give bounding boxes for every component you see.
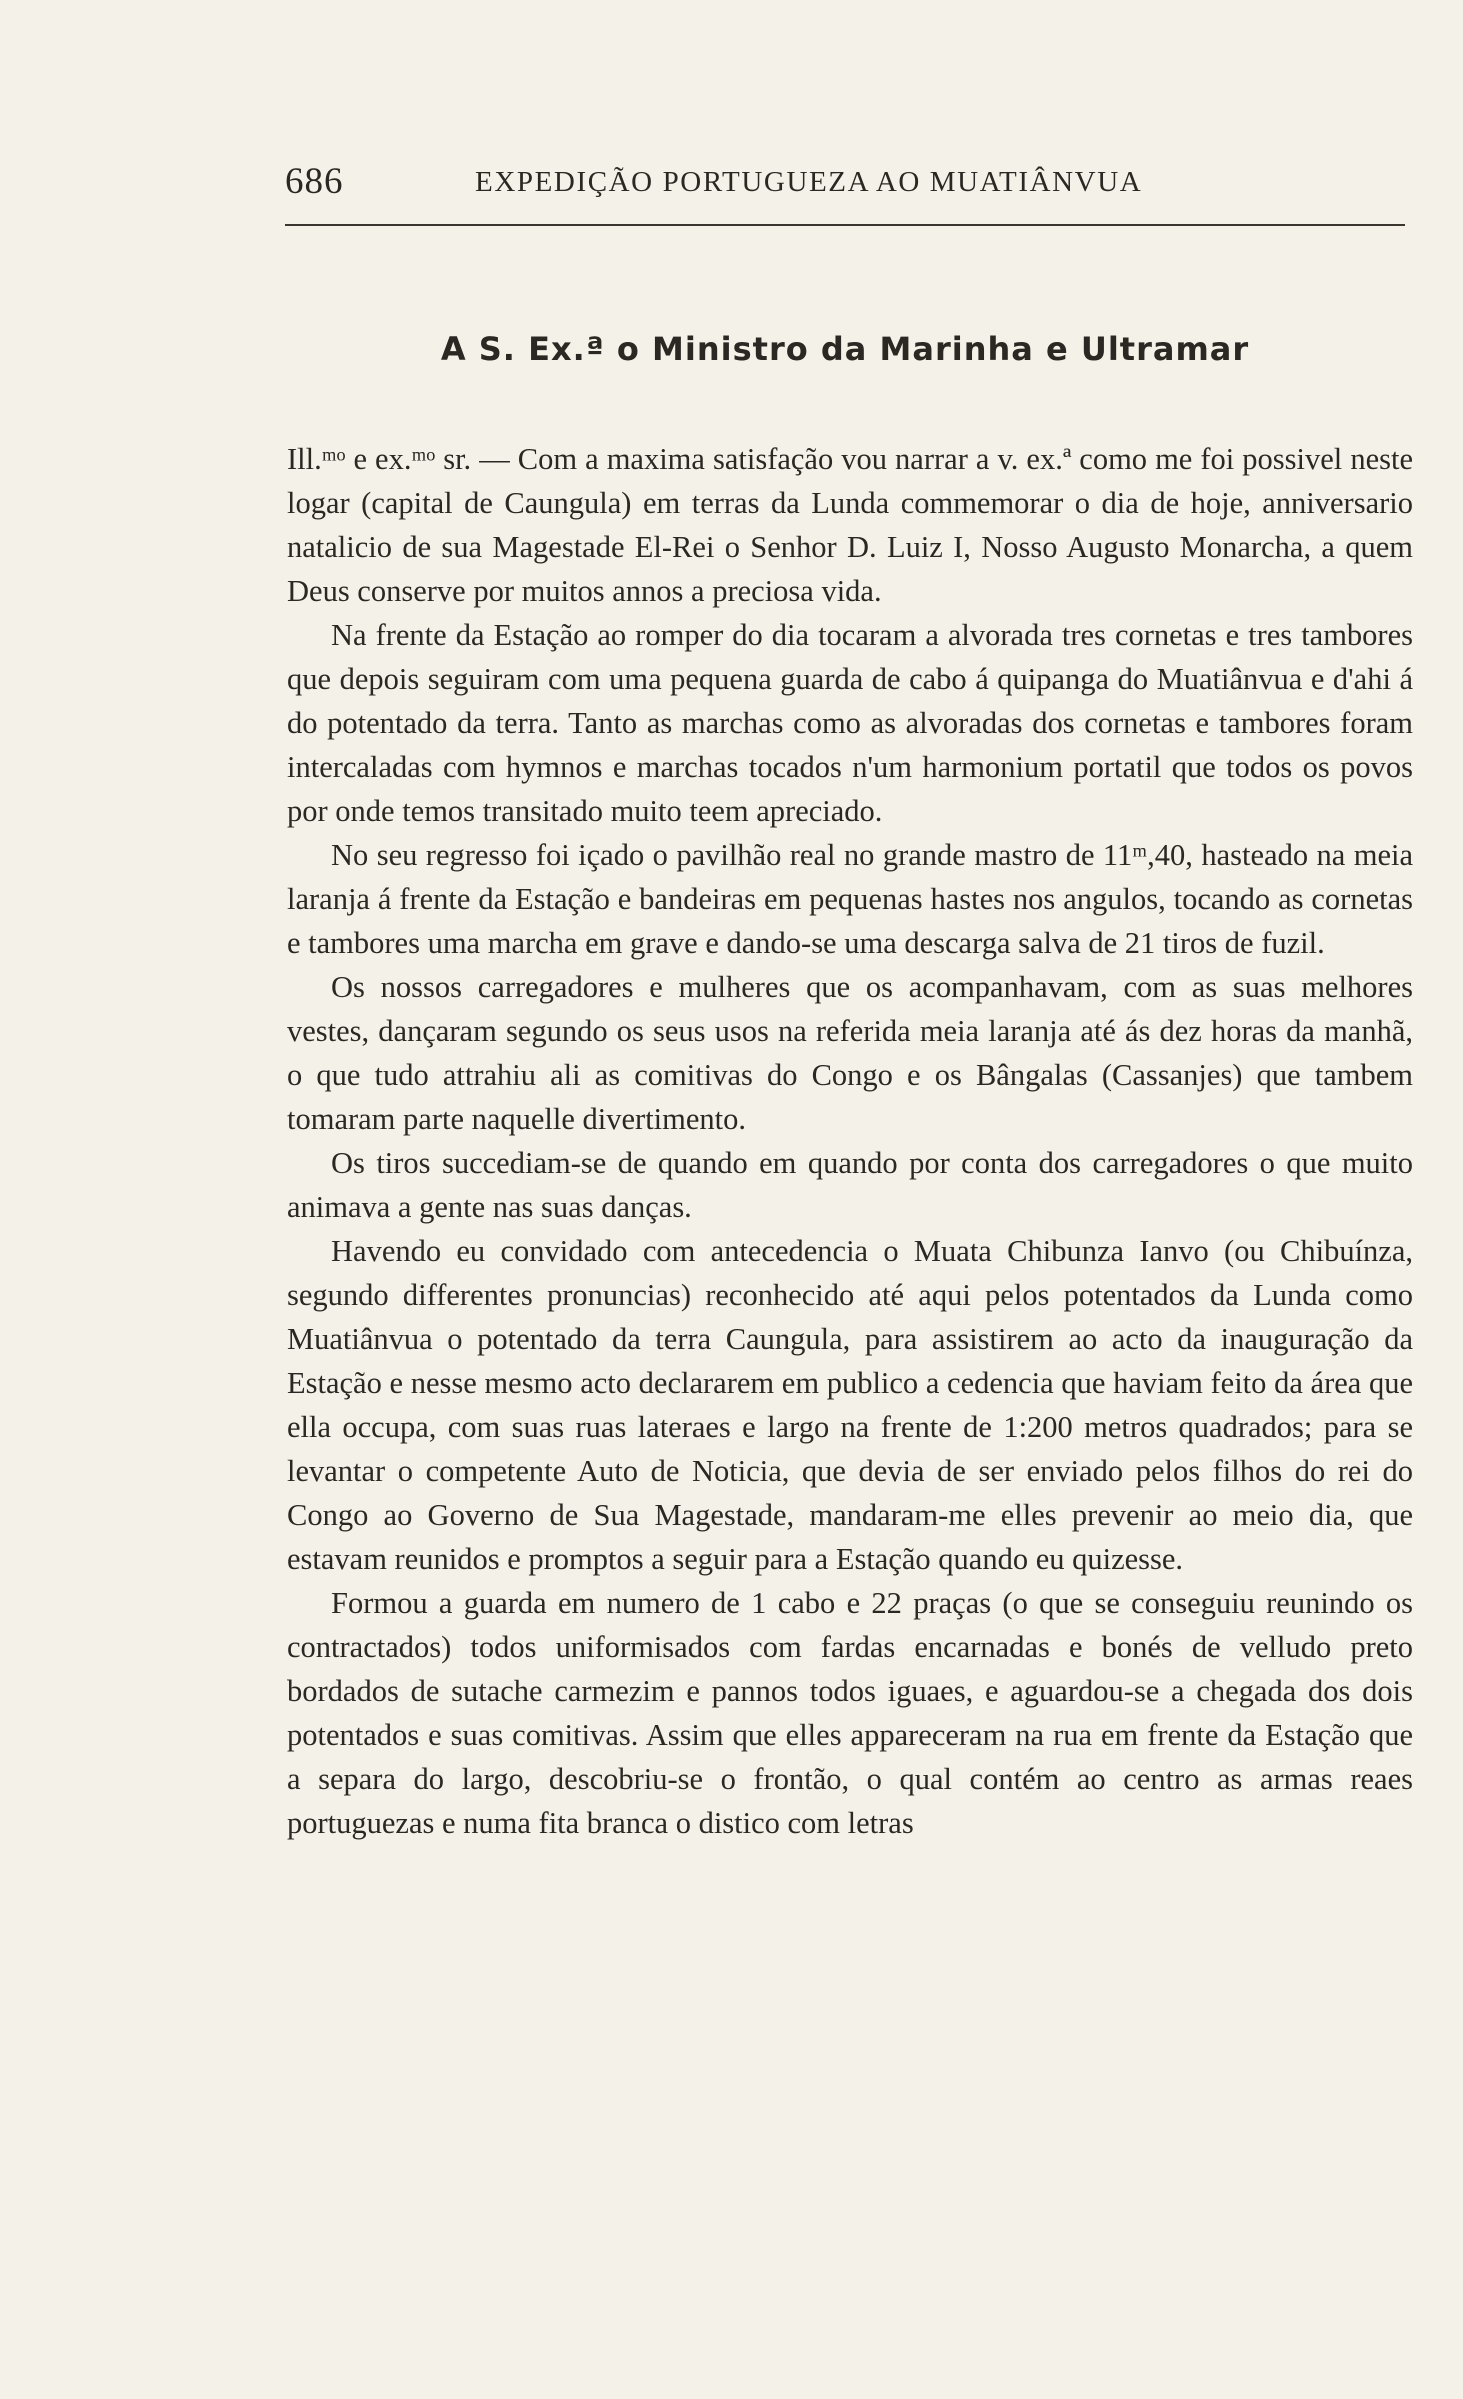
paragraph: Os tiros succediam-se de quando em quando por conta dos carregadores o que muito animava a gente nas suas danças.: [287, 1146, 1413, 1224]
header-rule: [285, 224, 1405, 226]
paragraph: Formou a guarda em numero de 1 cabo e 22 praças (o que se conseguiu reunindo os contractados) todos uniformisados com fardas encarnadas e bonés de velludo preto bordados de sutache carmezim e pannos todos iguaes, e aguardou-se a chegada dos dois potentados e suas comitivas. Assim que elles appareceram na rua em frente da Estação que a separa do largo, descobriu-se o frontão, o qual contém ao centro as armas reaes portuguezas e numa fita branca o distico com letras: [287, 1586, 1413, 1840]
page-number: 686: [285, 161, 344, 202]
paragraph: No seu regresso foi içado o pavilhão real no grande mastro de 11ᵐ,40, hasteado na meia laranja á frente da Estação e bandeiras em pequenas hastes nos angulos, tocando as cornetas e tambores uma marcha em grave e dando-se uma descarga salva de 21 tiros de fuzil.: [287, 838, 1413, 960]
letter-salutation: A S. Ex.ª o Ministro da Marinha e Ultramar: [440, 330, 1250, 368]
running-title: EXPEDIÇÃO PORTUGUEZA AO MUATIÂNVUA: [475, 166, 1143, 198]
paragraph: Ill.ᵐᵒ e ex.ᵐᵒ sr. — Com a maxima satisfação vou narrar a v. ex.ª como me foi possivel neste logar (capital de Caungula) em terras da Lunda commemorar o dia de hoje, anniversario natalicio de sua Magestade El-Rei o Senhor D. Luiz I, Nosso Augusto Monarcha, a quem Deus conserve por muitos annos a preciosa vida.: [287, 442, 1413, 608]
paragraph: Na frente da Estação ao romper do dia tocaram a alvorada tres cornetas e tres tambores que depois seguiram com uma pequena guarda de cabo á quipanga do Muatiânvua e d'ahi á do potentado da terra. Tanto as marchas como as alvoradas dos cornetas e tambores foram intercaladas com hymnos e marchas tocados n'um harmonium portatil que todos os povos por onde temos transitado muito teem apreciado.: [287, 618, 1413, 828]
letter-body: [287, 437, 1413, 1845]
page-header: [285, 160, 1405, 210]
paragraph: Os nossos carregadores e mulheres que os acompanhavam, com as suas melhores vestes, dançaram segundo os seus usos na referida meia laranja até ás dez horas da manhã, o que tudo attrahiu ali as comitivas do Congo e os Bângalas (Cassanjes) que tambem tomaram parte naquelle divertimento.: [287, 970, 1413, 1136]
paragraph: Havendo eu convidado com antecedencia o Muata Chibunza Ianvo (ou Chibuínza, segundo differentes pronuncias) reconhecido até aqui pelos potentados da Lunda como Muatiânvua o potentado da terra Caungula, para assistirem ao acto da inauguração da Estação e nesse mesmo acto declararem em publico a cedencia que haviam feito da área que ella occupa, com suas ruas lateraes e largo na frente de 1:200 metros quadrados; para se levantar o competente Auto de Noticia, que devia de ser enviado pelos filhos do rei do Congo ao Governo de Sua Magestade, mandaram-me elles prevenir ao meio dia, que estavam reunidos e promptos a seguir para a Estação quando eu quizesse.: [287, 1234, 1413, 1576]
